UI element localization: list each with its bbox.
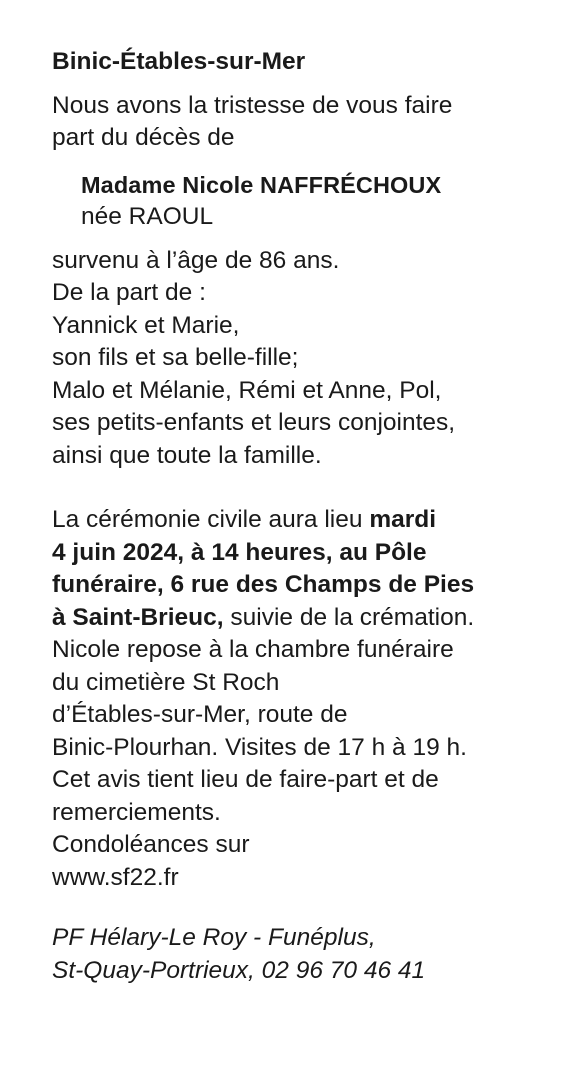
ceremony-date-bold: mardi xyxy=(369,506,437,533)
ceremony-place-line: funéraire, 6 rue des Champs de Pies xyxy=(52,571,475,598)
family-line: ainsi que toute la famille. xyxy=(52,441,322,469)
ceremony-text-regular: suivie de la crémation. xyxy=(223,603,475,631)
family-line: survenu à l’âge de 86 ans. xyxy=(52,246,340,274)
deceased-block xyxy=(81,169,552,234)
family-line: Yannick et Marie, xyxy=(52,311,240,339)
condolences-url: www.sf22.fr xyxy=(52,863,179,891)
ceremony-line: d’Étables-sur-Mer, route de xyxy=(52,701,348,728)
ceremony-date-line: 4 juin 2024, à 14 heures, au Pôle xyxy=(52,538,427,566)
funeral-home-line: St-Quay-Portrieux, 02 96 70 46 41 xyxy=(52,956,426,984)
family-line: Malo et Mélanie, Rémi et Anne, Pol, xyxy=(52,376,442,404)
ceremony-line: du cimetière St Roch xyxy=(52,668,280,696)
ceremony-line: Nicole repose à la chambre funéraire xyxy=(52,636,454,663)
ceremony-line: remerciements. xyxy=(52,798,221,826)
ceremony-city-bold: à Saint-Brieuc, xyxy=(52,603,224,631)
intro-line: Nous avons la tristesse de vous faire xyxy=(52,91,453,119)
family-line: son fils et sa belle-fille; xyxy=(52,344,299,371)
ceremony-line xyxy=(52,602,552,635)
funeral-home xyxy=(52,922,552,987)
funeral-home-line: PF Hélary-Le Roy - Funéplus, xyxy=(52,924,376,951)
ceremony-line: Cet avis tient lieu de faire-part et de xyxy=(52,766,439,793)
ceremony-text xyxy=(52,504,552,894)
ceremony-line xyxy=(52,504,552,537)
spacer xyxy=(52,894,552,922)
family-line: De la part de : xyxy=(52,279,206,306)
family-text xyxy=(52,245,552,473)
deceased-name: Madame Nicole NAFFRÉCHOUX xyxy=(81,171,442,198)
condolences-label: Condoléances sur xyxy=(52,831,250,858)
maiden-name: née RAOUL xyxy=(81,203,214,230)
intro-text xyxy=(52,90,552,155)
family-line: ses petits-enfants et leurs conjointes, xyxy=(52,409,456,436)
intro-line: part du décès de xyxy=(52,124,235,151)
ceremony-line: Binic-Plourhan. Visites de 17 h à 19 h. xyxy=(52,733,467,761)
town-heading: Binic-Étables-sur-Mer xyxy=(52,48,306,75)
obituary-notice xyxy=(52,46,552,987)
spacer xyxy=(52,472,552,504)
ceremony-text-regular: La cérémonie civile aura lieu xyxy=(52,506,370,533)
